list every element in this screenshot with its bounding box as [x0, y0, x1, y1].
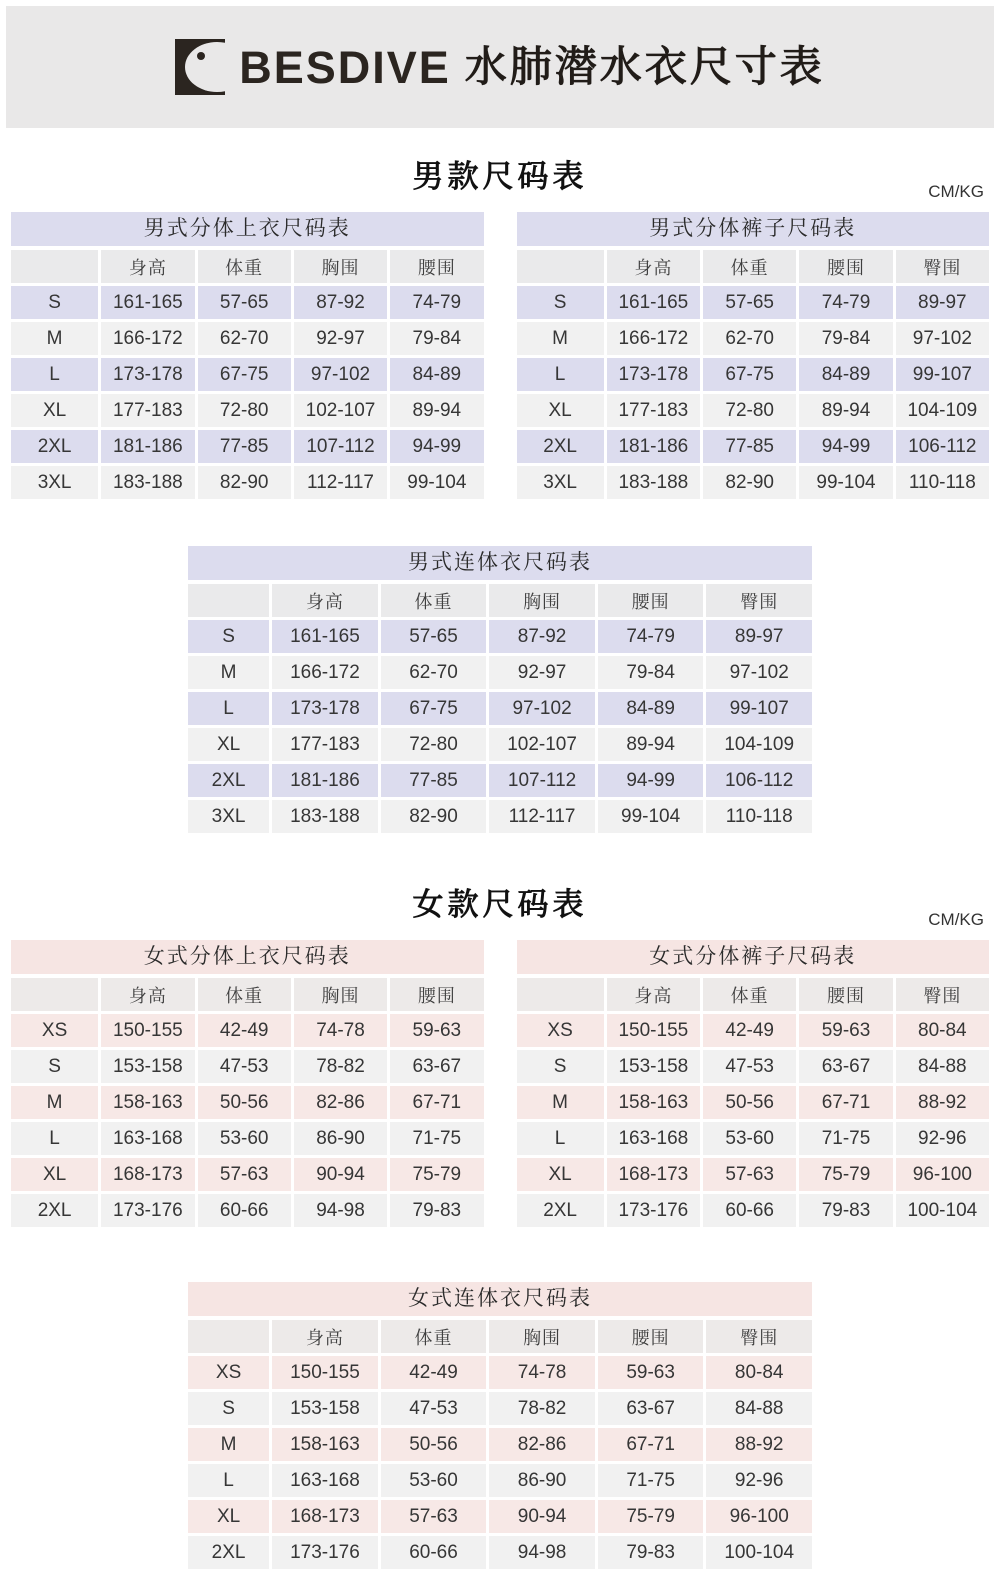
column-header: 腰围 [799, 978, 892, 1011]
size-value: 72-80 [703, 394, 796, 427]
column-header [188, 1320, 269, 1353]
size-value: 99-107 [896, 358, 989, 391]
womens-onepiece-table-title: 女式连体衣尺码表 [188, 1282, 812, 1316]
size-label: M [11, 322, 98, 355]
size-label: 2XL [517, 1194, 604, 1227]
size-value: 63-67 [799, 1050, 892, 1083]
size-value: 92-96 [896, 1122, 989, 1155]
size-value: 67-71 [598, 1428, 704, 1461]
column-header: 体重 [703, 978, 796, 1011]
size-value: 57-63 [381, 1500, 487, 1533]
size-value: 173-176 [607, 1194, 700, 1227]
table-row [11, 1158, 484, 1191]
size-label: M [188, 656, 269, 689]
column-header [517, 250, 604, 283]
size-value: 47-53 [703, 1050, 796, 1083]
size-value: 50-56 [703, 1086, 796, 1119]
size-label: L [188, 692, 269, 725]
size-value: 173-178 [272, 692, 378, 725]
table-row [188, 620, 812, 653]
column-header: 胸围 [294, 978, 387, 1011]
womens-pants-table-title: 女式分体裤子尺码表 [517, 940, 990, 974]
size-value: 94-99 [390, 430, 483, 463]
table-row [188, 1356, 812, 1389]
column-header: 臀围 [706, 584, 812, 617]
size-value: 168-173 [607, 1158, 700, 1191]
womens-onepiece-size-table [185, 1282, 815, 1572]
size-value: 74-79 [390, 286, 483, 319]
size-value: 153-158 [101, 1050, 194, 1083]
size-value: 53-60 [703, 1122, 796, 1155]
column-header-row [188, 1320, 812, 1353]
table-row [188, 764, 812, 797]
size-value: 163-168 [101, 1122, 194, 1155]
column-header: 腰围 [598, 1320, 704, 1353]
table-row [11, 1122, 484, 1155]
column-header: 腰围 [799, 250, 892, 283]
size-value: 72-80 [198, 394, 291, 427]
size-value: 50-56 [381, 1428, 487, 1461]
column-header [188, 584, 269, 617]
size-label: 2XL [11, 1194, 98, 1227]
size-value: 74-78 [294, 1014, 387, 1047]
size-value: 86-90 [489, 1464, 595, 1497]
size-value: 183-188 [101, 466, 194, 499]
fish-body-shape [185, 42, 225, 92]
size-label: L [517, 358, 604, 391]
size-value: 53-60 [381, 1464, 487, 1497]
size-value: 90-94 [489, 1500, 595, 1533]
table-row [11, 430, 484, 463]
size-value: 60-66 [703, 1194, 796, 1227]
size-value: 63-67 [598, 1392, 704, 1425]
size-value: 71-75 [799, 1122, 892, 1155]
size-value: 150-155 [101, 1014, 194, 1047]
size-value: 84-88 [896, 1050, 989, 1083]
size-label: L [11, 1122, 98, 1155]
size-value: 82-90 [198, 466, 291, 499]
size-value: 47-53 [198, 1050, 291, 1083]
size-value: 42-49 [198, 1014, 291, 1047]
column-header: 身高 [101, 978, 194, 1011]
size-value: 168-173 [101, 1158, 194, 1191]
size-value: 181-186 [272, 764, 378, 797]
size-label: S [188, 620, 269, 653]
size-value: 86-90 [294, 1122, 387, 1155]
size-label: XS [188, 1356, 269, 1389]
size-value: 173-176 [272, 1536, 378, 1569]
mens-onepiece-table [185, 581, 815, 836]
column-header: 体重 [381, 1320, 487, 1353]
table-row [517, 322, 990, 355]
size-label: 3XL [188, 800, 269, 833]
size-label: M [188, 1428, 269, 1461]
size-value: 42-49 [381, 1356, 487, 1389]
column-header: 臀围 [896, 978, 989, 1011]
mens-pants-table-title: 男式分体裤子尺码表 [517, 212, 990, 246]
column-header: 胸围 [489, 584, 595, 617]
table-row [517, 466, 990, 499]
size-value: 183-188 [272, 800, 378, 833]
size-value: 96-100 [896, 1158, 989, 1191]
mens-onepiece-size-table [185, 546, 815, 836]
table-row [188, 692, 812, 725]
size-value: 47-53 [381, 1392, 487, 1425]
column-header [11, 250, 98, 283]
size-value: 79-84 [799, 322, 892, 355]
size-value: 150-155 [607, 1014, 700, 1047]
womens-pants-size-table [514, 940, 993, 1230]
size-label: M [517, 1086, 604, 1119]
size-value: 158-163 [607, 1086, 700, 1119]
size-label: XL [517, 394, 604, 427]
column-header: 体重 [703, 250, 796, 283]
size-value: 87-92 [294, 286, 387, 319]
table-row [517, 430, 990, 463]
size-value: 80-84 [706, 1356, 812, 1389]
size-value: 72-80 [381, 728, 487, 761]
size-value: 84-89 [598, 692, 704, 725]
size-label: S [517, 1050, 604, 1083]
size-value: 166-172 [607, 322, 700, 355]
size-label: XS [11, 1014, 98, 1047]
column-header: 身高 [607, 978, 700, 1011]
size-value: 94-99 [598, 764, 704, 797]
size-value: 77-85 [198, 430, 291, 463]
size-value: 181-186 [607, 430, 700, 463]
size-value: 110-118 [896, 466, 989, 499]
size-value: 75-79 [390, 1158, 483, 1191]
size-value: 67-71 [390, 1086, 483, 1119]
size-value: 183-188 [607, 466, 700, 499]
column-header: 身高 [101, 250, 194, 283]
womens-top-size-table [8, 940, 487, 1230]
fish-logo-icon [175, 39, 225, 95]
womens-top-table-title: 女式分体上衣尺码表 [11, 940, 484, 974]
size-value: 82-90 [381, 800, 487, 833]
mens-split-tables-row [0, 212, 1000, 502]
table-row [188, 1464, 812, 1497]
size-value: 74-79 [799, 286, 892, 319]
size-value: 102-107 [489, 728, 595, 761]
size-value: 99-104 [390, 466, 483, 499]
size-value: 92-97 [294, 322, 387, 355]
size-label: XL [517, 1158, 604, 1191]
size-label: L [188, 1464, 269, 1497]
table-row [517, 1158, 990, 1191]
size-value: 97-102 [706, 656, 812, 689]
size-value: 107-112 [489, 764, 595, 797]
size-value: 75-79 [598, 1500, 704, 1533]
size-value: 92-96 [706, 1464, 812, 1497]
mens-top-table [8, 247, 487, 502]
column-header: 臀围 [896, 250, 989, 283]
size-label: 2XL [11, 430, 98, 463]
size-value: 99-107 [706, 692, 812, 725]
size-value: 77-85 [381, 764, 487, 797]
column-header-row [517, 978, 990, 1011]
size-value: 57-63 [198, 1158, 291, 1191]
size-label: 2XL [188, 764, 269, 797]
size-value: 67-71 [799, 1086, 892, 1119]
size-value: 181-186 [101, 430, 194, 463]
column-header: 胸围 [294, 250, 387, 283]
size-value: 79-84 [390, 322, 483, 355]
size-value: 166-172 [101, 322, 194, 355]
size-value: 74-79 [598, 620, 704, 653]
size-value: 42-49 [703, 1014, 796, 1047]
size-value: 177-183 [272, 728, 378, 761]
size-value: 84-89 [390, 358, 483, 391]
size-value: 79-83 [799, 1194, 892, 1227]
size-value: 104-109 [896, 394, 989, 427]
size-label: S [188, 1392, 269, 1425]
size-value: 102-107 [294, 394, 387, 427]
size-value: 59-63 [598, 1356, 704, 1389]
table-row [11, 394, 484, 427]
size-value: 88-92 [896, 1086, 989, 1119]
table-row [11, 358, 484, 391]
size-value: 94-98 [294, 1194, 387, 1227]
size-value: 60-66 [381, 1536, 487, 1569]
column-header: 胸围 [489, 1320, 595, 1353]
size-value: 77-85 [703, 430, 796, 463]
size-value: 50-56 [198, 1086, 291, 1119]
table-row [11, 286, 484, 319]
page-title: 水肺潜水衣尺寸表 [464, 43, 825, 90]
mens-onepiece-table-title: 男式连体衣尺码表 [188, 546, 812, 580]
size-value: 112-117 [294, 466, 387, 499]
size-value: 104-109 [706, 728, 812, 761]
size-value: 110-118 [706, 800, 812, 833]
size-value: 100-104 [896, 1194, 989, 1227]
womens-split-tables-row [0, 940, 1000, 1230]
column-header-row [11, 978, 484, 1011]
size-value: 59-63 [799, 1014, 892, 1047]
size-label: 2XL [517, 430, 604, 463]
mens-pants-size-table [514, 212, 993, 502]
size-value: 153-158 [272, 1392, 378, 1425]
size-label: 3XL [11, 466, 98, 499]
column-header: 体重 [198, 978, 291, 1011]
size-value: 166-172 [272, 656, 378, 689]
table-row [517, 1086, 990, 1119]
column-header-row [188, 584, 812, 617]
size-value: 79-84 [598, 656, 704, 689]
mens-section-title: 男款尺码表 [412, 159, 588, 194]
size-label: L [517, 1122, 604, 1155]
size-value: 67-75 [381, 692, 487, 725]
column-header: 臀围 [706, 1320, 812, 1353]
womens-section-title: 女款尺码表 [412, 887, 588, 922]
size-value: 89-94 [598, 728, 704, 761]
mens-top-table-title: 男式分体上衣尺码表 [11, 212, 484, 246]
size-value: 78-82 [294, 1050, 387, 1083]
size-value: 158-163 [101, 1086, 194, 1119]
size-value: 158-163 [272, 1428, 378, 1461]
column-header: 腰围 [598, 584, 704, 617]
table-row [188, 728, 812, 761]
size-value: 80-84 [896, 1014, 989, 1047]
size-value: 106-112 [896, 430, 989, 463]
table-row [188, 1392, 812, 1425]
size-value: 71-75 [598, 1464, 704, 1497]
size-value: 107-112 [294, 430, 387, 463]
size-value: 67-75 [703, 358, 796, 391]
table-row [517, 1194, 990, 1227]
size-value: 89-97 [896, 286, 989, 319]
size-label: S [517, 286, 604, 319]
size-value: 106-112 [706, 764, 812, 797]
size-label: XS [517, 1014, 604, 1047]
table-row [11, 322, 484, 355]
size-value: 112-117 [489, 800, 595, 833]
table-row [188, 800, 812, 833]
size-value: 82-86 [489, 1428, 595, 1461]
size-value: 163-168 [607, 1122, 700, 1155]
size-value: 62-70 [198, 322, 291, 355]
size-value: 99-104 [799, 466, 892, 499]
size-value: 150-155 [272, 1356, 378, 1389]
column-header: 腰围 [390, 978, 483, 1011]
womens-unit-label: CM/KG [928, 910, 984, 929]
size-value: 57-65 [198, 286, 291, 319]
table-row [188, 656, 812, 689]
size-value: 96-100 [706, 1500, 812, 1533]
table-row [517, 1014, 990, 1047]
size-label: XL [188, 1500, 269, 1533]
size-label: S [11, 286, 98, 319]
size-value: 59-63 [390, 1014, 483, 1047]
column-header [11, 978, 98, 1011]
size-value: 161-165 [101, 286, 194, 319]
size-value: 84-88 [706, 1392, 812, 1425]
table-row [188, 1500, 812, 1533]
size-value: 173-178 [607, 358, 700, 391]
size-value: 57-65 [703, 286, 796, 319]
table-row [188, 1536, 812, 1569]
size-value: 88-92 [706, 1428, 812, 1461]
column-header: 身高 [272, 584, 378, 617]
size-label: 2XL [188, 1536, 269, 1569]
column-header: 腰围 [390, 250, 483, 283]
size-value: 57-63 [703, 1158, 796, 1191]
mens-pants-table [514, 247, 993, 502]
size-value: 177-183 [101, 394, 194, 427]
brand-name: BESDIVE [239, 41, 451, 93]
size-label: L [11, 358, 98, 391]
table-row [517, 1050, 990, 1083]
size-value: 79-83 [390, 1194, 483, 1227]
size-value: 79-83 [598, 1536, 704, 1569]
column-header-row [11, 250, 484, 283]
mens-unit-label: CM/KG [928, 182, 984, 201]
table-row [11, 1050, 484, 1083]
size-value: 82-86 [294, 1086, 387, 1119]
size-value: 161-165 [607, 286, 700, 319]
size-label: XL [188, 728, 269, 761]
size-label: S [11, 1050, 98, 1083]
size-label: M [11, 1086, 98, 1119]
size-value: 100-104 [706, 1536, 812, 1569]
size-value: 173-176 [101, 1194, 194, 1227]
table-row [517, 286, 990, 319]
womens-top-table [8, 975, 487, 1230]
size-value: 94-98 [489, 1536, 595, 1569]
size-value: 163-168 [272, 1464, 378, 1497]
size-value: 62-70 [703, 322, 796, 355]
table-row [11, 1014, 484, 1047]
size-value: 97-102 [489, 692, 595, 725]
size-value: 89-97 [706, 620, 812, 653]
column-header: 体重 [381, 584, 487, 617]
size-value: 84-89 [799, 358, 892, 391]
size-value: 63-67 [390, 1050, 483, 1083]
column-header: 身高 [272, 1320, 378, 1353]
womens-pants-table [514, 975, 993, 1230]
size-value: 92-97 [489, 656, 595, 689]
size-value: 74-78 [489, 1356, 595, 1389]
table-row [517, 394, 990, 427]
size-value: 60-66 [198, 1194, 291, 1227]
table-row [11, 1194, 484, 1227]
size-value: 75-79 [799, 1158, 892, 1191]
size-value: 89-94 [799, 394, 892, 427]
size-value: 78-82 [489, 1392, 595, 1425]
table-row [517, 358, 990, 391]
size-label: XL [11, 1158, 98, 1191]
size-value: 173-178 [101, 358, 194, 391]
size-value: 67-75 [198, 358, 291, 391]
table-row [517, 1122, 990, 1155]
size-value: 99-104 [598, 800, 704, 833]
column-header [517, 978, 604, 1011]
size-value: 97-102 [896, 322, 989, 355]
womens-section-head [0, 878, 1000, 932]
table-row [11, 466, 484, 499]
size-label: M [517, 322, 604, 355]
brand-header-band [6, 6, 994, 128]
size-label: 3XL [517, 466, 604, 499]
size-value: 97-102 [294, 358, 387, 391]
size-value: 168-173 [272, 1500, 378, 1533]
table-row [188, 1428, 812, 1461]
size-label: XL [11, 394, 98, 427]
column-header: 体重 [198, 250, 291, 283]
column-header: 身高 [607, 250, 700, 283]
table-row [11, 1086, 484, 1119]
column-header-row [517, 250, 990, 283]
size-value: 161-165 [272, 620, 378, 653]
size-value: 94-99 [799, 430, 892, 463]
size-value: 82-90 [703, 466, 796, 499]
mens-top-size-table [8, 212, 487, 502]
size-value: 89-94 [390, 394, 483, 427]
womens-onepiece-table [185, 1317, 815, 1572]
size-value: 90-94 [294, 1158, 387, 1191]
size-value: 62-70 [381, 656, 487, 689]
size-value: 57-65 [381, 620, 487, 653]
mens-section-head [0, 150, 1000, 204]
size-value: 177-183 [607, 394, 700, 427]
size-value: 53-60 [198, 1122, 291, 1155]
size-value: 71-75 [390, 1122, 483, 1155]
size-value: 153-158 [607, 1050, 700, 1083]
size-value: 87-92 [489, 620, 595, 653]
